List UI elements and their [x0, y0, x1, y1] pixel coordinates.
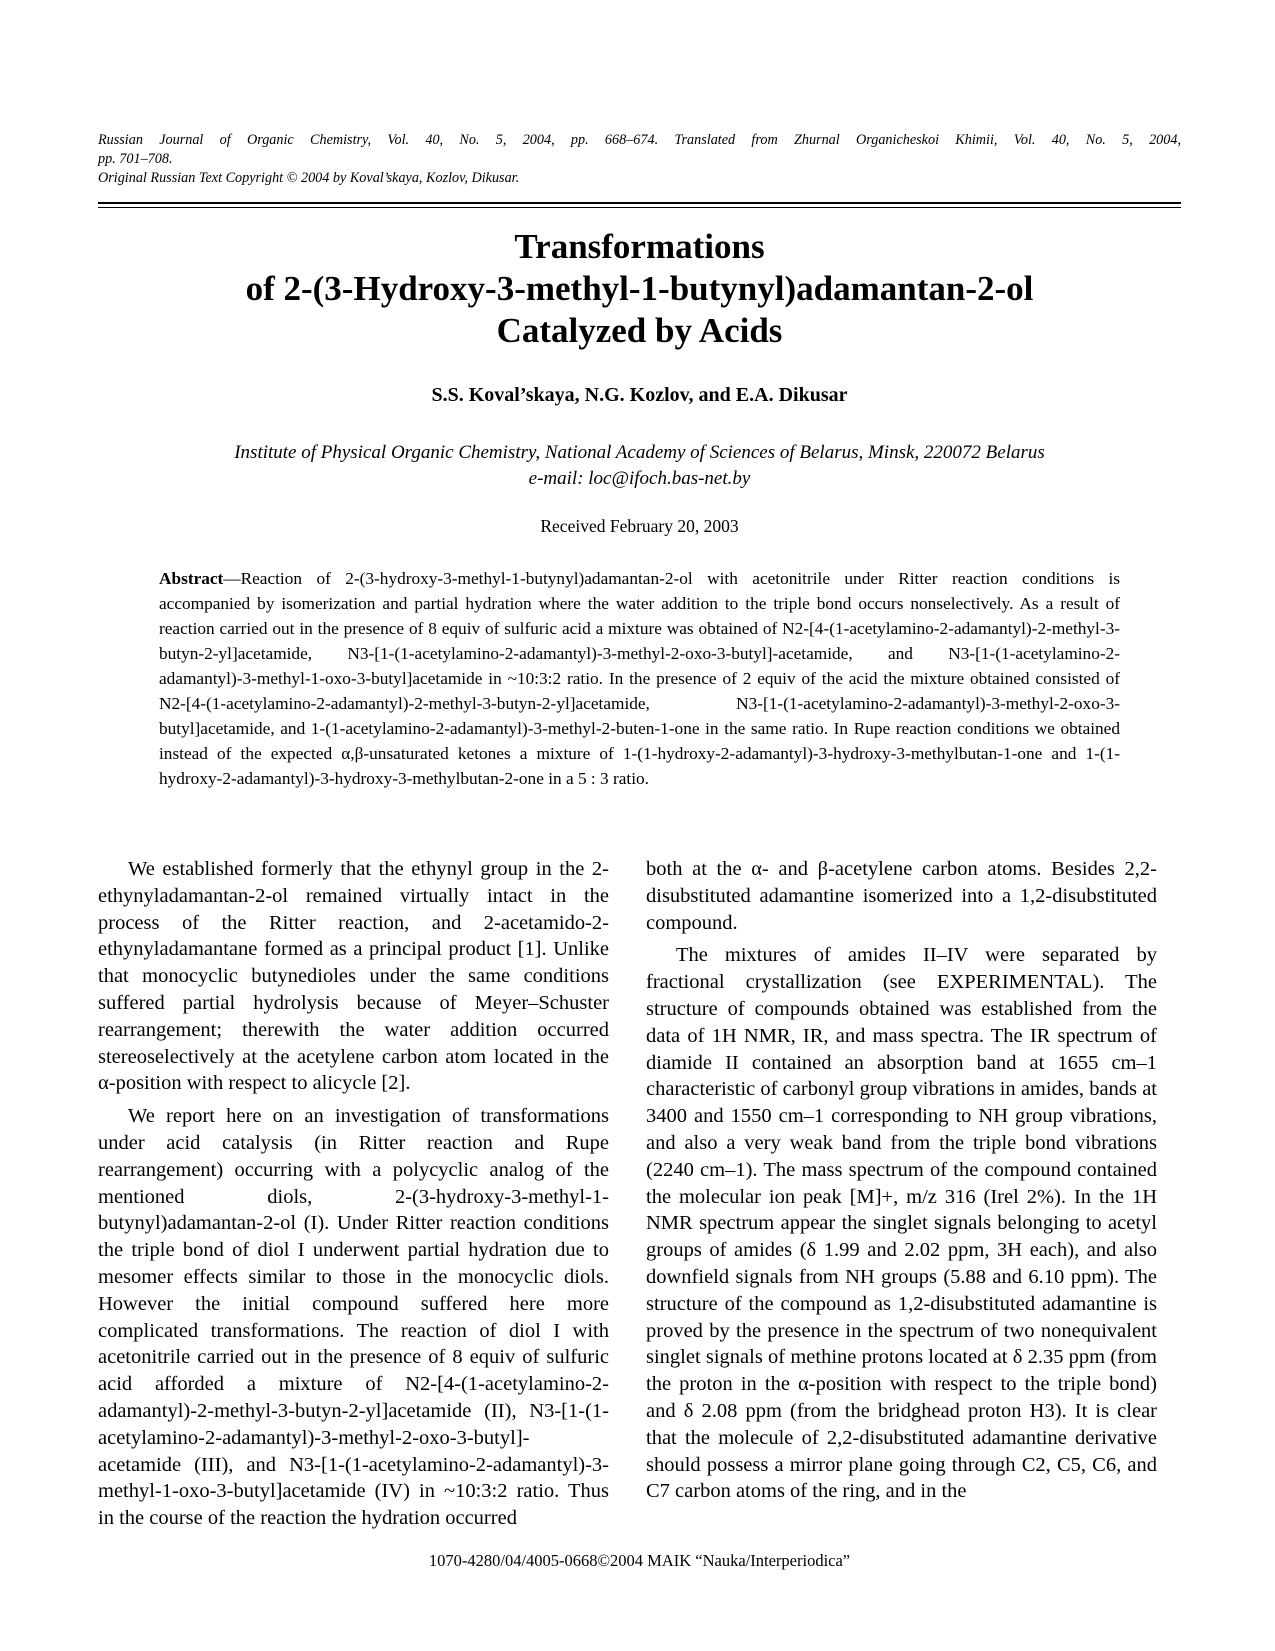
footer-copyright: 1070-4280/04/4005-0668©2004 MAIK “Nauka/Interperiodica” [428, 1551, 851, 1570]
abstract-label: Abstract [159, 569, 224, 588]
paragraph: both at the α- and β-acetylene carbon atoms. Besides 2,2-disubstituted adamantine isomerized into a 1,2-disubstituted compound. [646, 858, 1157, 934]
affiliation [98, 440, 1181, 492]
institute: Institute of Physical Organic Chemistry, National Academy of Sciences of Belarus, Minsk, 220072 Belarus [234, 442, 1045, 463]
abstract-text: —Reaction of 2-(3-hydroxy-3-methyl-1-butynyl)adamantan-2-ol with acetonitrile under Ritter reaction conditions is accompanied by isomerization and partial hydration where the water addition to the triple bond occurs nonselectively. As a result of reaction carried out in the presence of 8 equiv of sulfuric acid a mixture was obtained of N2-[4-(1-acetylamino-2-adamantyl)-2-methyl-3-butyn-2-yl]acetamide, N3-[1-(1-acetylamino-2-adamantyl)-3-methyl-2-oxo-3-butyl]-acetamide, and N3-[1-(1-acetylamino-2-adamantyl)-3-methyl-1-oxo-3-butyl]acetamide in ~10:3:2 ratio. In the presence of 2 equiv of the acid the mixture obtained consisted of N2-[4-(1-acetylamino-2-adamantyl)-2-methyl-3-butyn-2-yl]acetamide, N3-[1-(1-acetylamino-2-adamantyl)-3-methyl-2-oxo-3-butyl]acetamide, and 1-(1-acetylamino-2-adamantyl)-3-methyl-2-buten-1-one in the same ratio. In Rupe reaction conditions we obtained instead of the expected α,β-unsaturated ketones a mixture of 1-(1-hydroxy-2-adamantyl)-3-hydroxy-3-methylbutan-1-one and 1-(1-hydroxy-2-adamantyl)-3-hydroxy-3-methylbutan-2-one in a 5 : 3 ratio. [159, 569, 1120, 788]
header-rule-thick [98, 202, 1181, 204]
journal-header [98, 131, 1181, 188]
header-pages-line: pp. 701–708. [98, 151, 173, 167]
abstract [159, 566, 1120, 791]
email: e-mail: loc@ifoch.bas-net.by [528, 468, 751, 489]
authors: S.S. Koval’skaya, N.G. Kozlov, and E.A. Dikusar [431, 384, 848, 406]
article-title [98, 226, 1181, 352]
paragraph: The mixtures of amides II–IV were separated by fractional crystallization (see EXPERIMENTAL). The structure of compounds obtained was established from the data of 1H NMR, IR, and mass spectra. The IR spectrum of diamide II contained an absorption band at 1655 cm–1 characteristic of carbonyl group vibrations in amides, bands at 3400 and 1550 cm–1 corresponding to NH group vibrations, and also a very weak band from the triple bond vibrations (2240 cm–1). The mass spectrum of the compound contained the molecular ion peak [M]+, m/z 316 (Irel 2%). In the 1H NMR spectrum appear the singlet signals belonging to acetyl groups of amides (δ 1.99 and 2.02 ppm, 3H each), and also downfield signals from NH groups (5.88 and 6.10 ppm). The structure of the compound as 1,2-disubstituted adamantine is proved by the presence in the spectrum of two nonequivalent singlet signals of methine protons located at δ 2.35 ppm (from the proton in the α-position with respect to the triple bond) and δ 2.08 ppm (from the bridghead proton H3). It is clear that the molecule of 2,2-disubstituted adamantine derivative should possess a mirror plane going through C2, C5, C6, and C7 carbon atoms of the ring, and in the [646, 944, 1157, 1503]
title-line-3: Catalyzed by Acids [496, 311, 783, 350]
body-column-left [98, 856, 609, 1532]
header-copyright-line: Original Russian Text Copyright © 2004 by Koval’skaya, Kozlov, Dikusar. [98, 170, 520, 186]
header-citation-line: Russian Journal of Organic Chemistry, Vol. 40, No. 5, 2004, pp. 668–674. Translated from Zhurnal Organicheskoi Khimii, Vol. 40, No. 5, 2004, [98, 132, 1181, 148]
header-rule-thin [98, 207, 1181, 208]
body-column-right [646, 856, 1157, 1505]
received-date: Received February 20, 2003 [540, 516, 739, 536]
paragraph: We report here on an investigation of transformations under acid catalysis (in Ritter reaction and Rupe rearrangement) occurring with a polycyclic analog of the mentioned diols, 2-(3-hydroxy-3-methyl-1-butynyl)adamantan-2-ol (I). Under Ritter reaction conditions the triple bond of diol I underwent partial hydration due to mesomer effects similar to those in the monocyclic diols. However the initial compound suffered here more complicated transformations. The reaction of diol I with acetonitrile carried out in the presence of 8 equiv of sulfuric acid afforded a mixture of N2-[4-(1-acetylamino-2-adamantyl)-2-methyl-3-butyn-2-yl]acetamide (II), N3-[1-(1-acetylamino-2-adamantyl)-3-methyl-2-oxo-3-butyl]-acetamide (III), and N3-[1-(1-acetylamino-2-adamantyl)-3-methyl-1-oxo-3-butyl]acetamide (IV) in ~10:3:2 ratio. Thus in the course of the reaction the hydration occurred [98, 1105, 609, 1530]
title-line-2: of 2-(3-Hydroxy-3-methyl-1-butynyl)adamantan-2-ol [245, 269, 1034, 308]
title-line-1: Transformations [514, 227, 765, 266]
paragraph: We established formerly that the ethynyl group in the 2-ethynyladamantan-2-ol remained virtually intact in the process of the Ritter reaction, and 2-acetamido-2-ethynyladamantane formed as a principal product [1]. Unlike that monocyclic butynedioles under the same conditions suffered partial hydrolysis because of Meyer–Schuster rearrangement; therewith the water addition occurred stereoselectively at the acetylene carbon atom located in the α-position with respect to alicycle [2]. [98, 858, 609, 1095]
